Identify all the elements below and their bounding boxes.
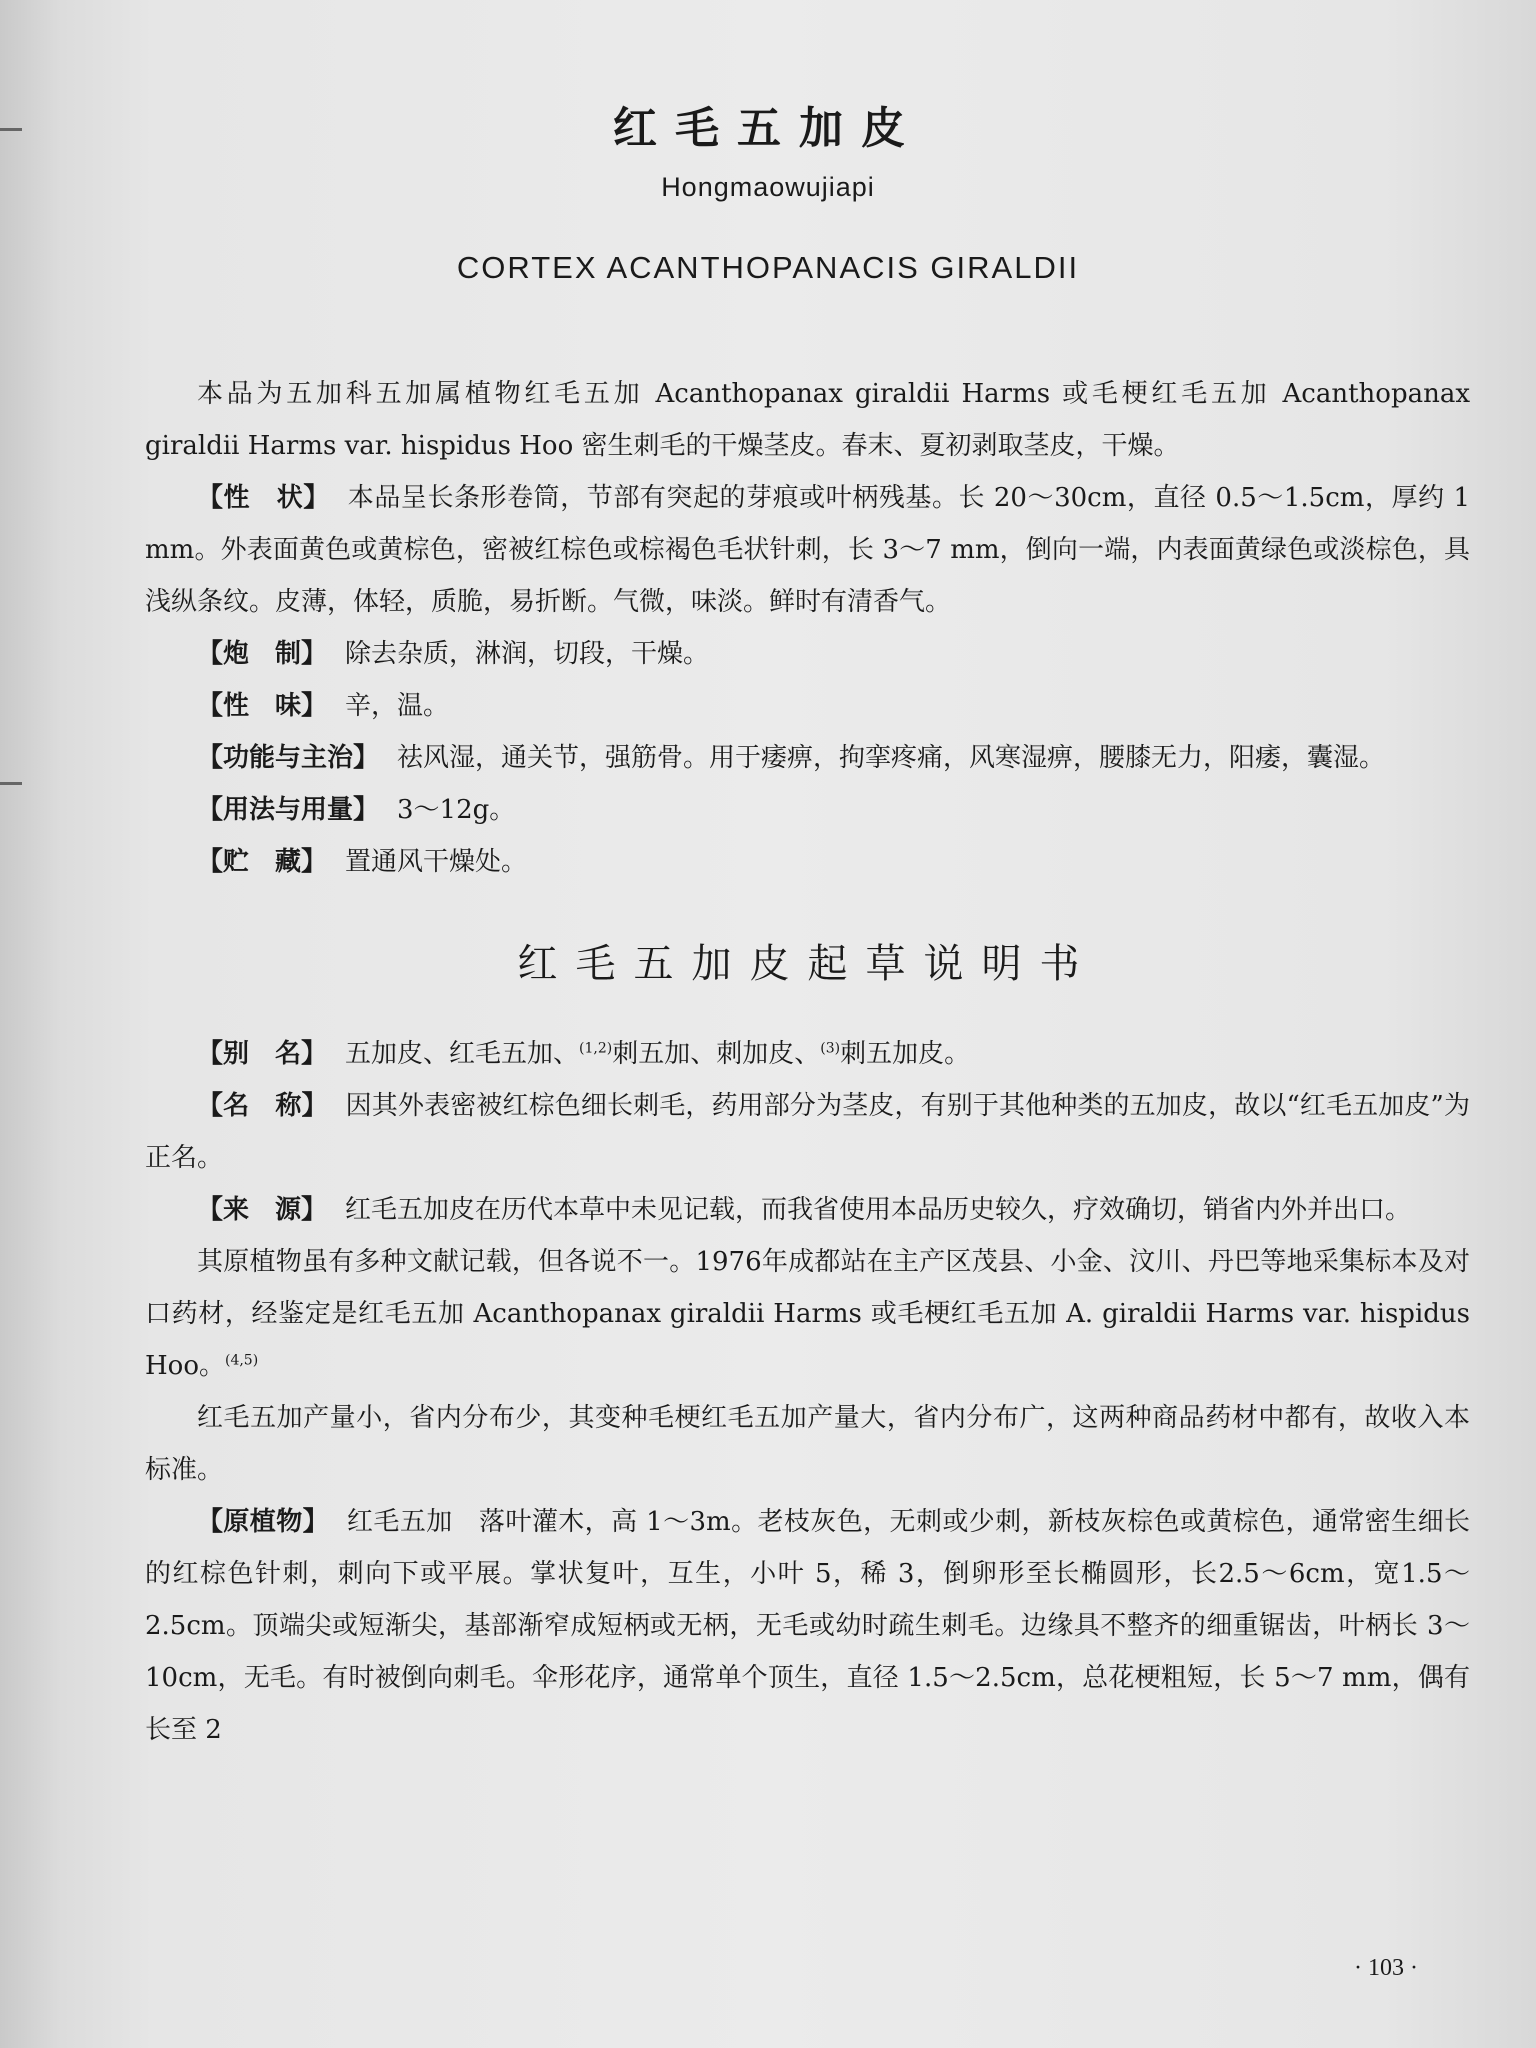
section-functions: [145, 732, 1470, 784]
alias-text: 刺五加、刺加皮、: [612, 1039, 821, 1069]
document-body: [145, 368, 1470, 1756]
section-alias: [145, 1028, 1470, 1080]
section-nature-flavor: [145, 680, 1470, 732]
section-dosage: [145, 784, 1470, 836]
citation-ref: (3): [820, 1040, 841, 1057]
explanation-heading: 红毛五加皮起草说明书: [517, 941, 1098, 987]
section-label: 【功能与主治】: [197, 743, 380, 773]
section-source: [145, 1184, 1470, 1236]
alias-text: 刺五加皮。: [840, 1039, 971, 1069]
section-original-plant: [145, 1496, 1470, 1756]
citation-ref: (1,2): [579, 1040, 613, 1057]
section-label: 【名 称】: [197, 1091, 328, 1121]
paragraph-text: 其原植物虽有多种文献记载，但各说不一。1976年成都站在主产区茂县、小金、汶川、丹巴等地采集标本及对口药材，经鉴定是红毛五加 Acanthopanax giraldii Harms 或毛梗红毛五加 A. giraldii Harms var. hispidus Hoo。: [145, 1247, 1470, 1381]
intro-paragraph: 本品为五加科五加属植物红毛五加 Acanthopanax giraldii Harms 或毛梗红毛五加 Acanthopanax giraldii Harms var. hispidus Hoo 密生刺毛的干燥茎皮。春末、夏初剥取茎皮，干燥。: [145, 379, 1470, 461]
section-label: 【炮 制】: [197, 639, 328, 669]
monograph-pinyin: Hongmaowujiapi: [661, 172, 875, 202]
section-text: 本品呈长条形卷筒，节部有突起的芽痕或叶柄残基。长 20～30cm，直径 0.5～1.5cm，厚约 1 mm。外表面黄色或黄棕色，密被红棕色或棕褐色毛状针刺，长 3～7 mm，倒向一端，内表面黄绿色或淡棕色，具浅纵条纹。皮薄，体轻，质脆，易折断。气微，味淡。鲜时有清香气。: [145, 483, 1470, 617]
section-label: 【用法与用量】: [197, 795, 380, 825]
section-label: 【贮 藏】: [197, 847, 328, 877]
alias-text: 五加皮、红毛五加、: [345, 1039, 580, 1069]
section-label: 【别 名】: [197, 1039, 328, 1069]
section-label: 【性 状】: [197, 483, 330, 513]
section-characteristics: [145, 472, 1470, 628]
section-text: 置通风干燥处。: [345, 847, 528, 877]
section-text: 祛风湿，通关节，强筋骨。用于痿痹，拘挛疼痛，风寒湿痹，腰膝无力，阳痿，囊湿。: [397, 743, 1386, 773]
section-text: 因其外表密被红棕色细长刺毛，药用部分为茎皮，有别于其他种类的五加皮，故以“红毛五加皮”为正名。: [145, 1091, 1470, 1173]
section-label: 【性 味】: [197, 691, 328, 721]
monograph-latin-name: CORTEX ACANTHOPANACIS GIRALDII: [456, 250, 1080, 285]
section-text: 3～12g。: [397, 795, 516, 825]
section-text: 红毛五加皮在历代本草中未见记载，而我省使用本品历史较久，疗效确切，销省内外并出口。: [345, 1195, 1412, 1225]
section-label: 【来 源】: [197, 1195, 328, 1225]
section-text: 红毛五加 落叶灌木，高 1～3m。老枝灰色，无刺或少刺，新枝灰棕色或黄棕色，通常密生细长的红棕色针刺，刺向下或平展。掌状复叶，互生，小叶 5，稀 3，倒卵形至长椭圆形，长2.5～6cm，宽1.5～2.5cm。顶端尖或短渐尖，基部渐窄成短柄或无柄，无毛或幼时疏生刺毛。边缘具不整齐的细重锯齿，叶柄长 3～10cm，无毛。有时被倒向刺毛。伞形花序，通常单个顶生，直径 1.5～2.5cm，总花梗粗短，长 5～7 mm，偶有长至 2: [145, 1507, 1470, 1745]
section-storage: [145, 836, 1470, 888]
monograph-title: 红毛五加皮: [613, 103, 923, 154]
section-name: [145, 1080, 1470, 1184]
section-label: 【原植物】: [197, 1507, 330, 1537]
citation-ref: (4,5): [224, 1352, 259, 1369]
source-paragraph: [145, 1236, 1470, 1392]
page-edge-mark: [0, 782, 22, 785]
section-text: 辛，温。: [345, 691, 450, 721]
page-number: · 103 ·: [1354, 1955, 1418, 1981]
section-text: 除去杂质，淋润，切段，干燥。: [345, 639, 710, 669]
distribution-paragraph: 红毛五加产量小，省内分布少，其变种毛梗红毛五加产量大，省内分布广，这两种商品药材中都有，故收入本标准。: [145, 1403, 1470, 1485]
section-processing: [145, 628, 1470, 680]
